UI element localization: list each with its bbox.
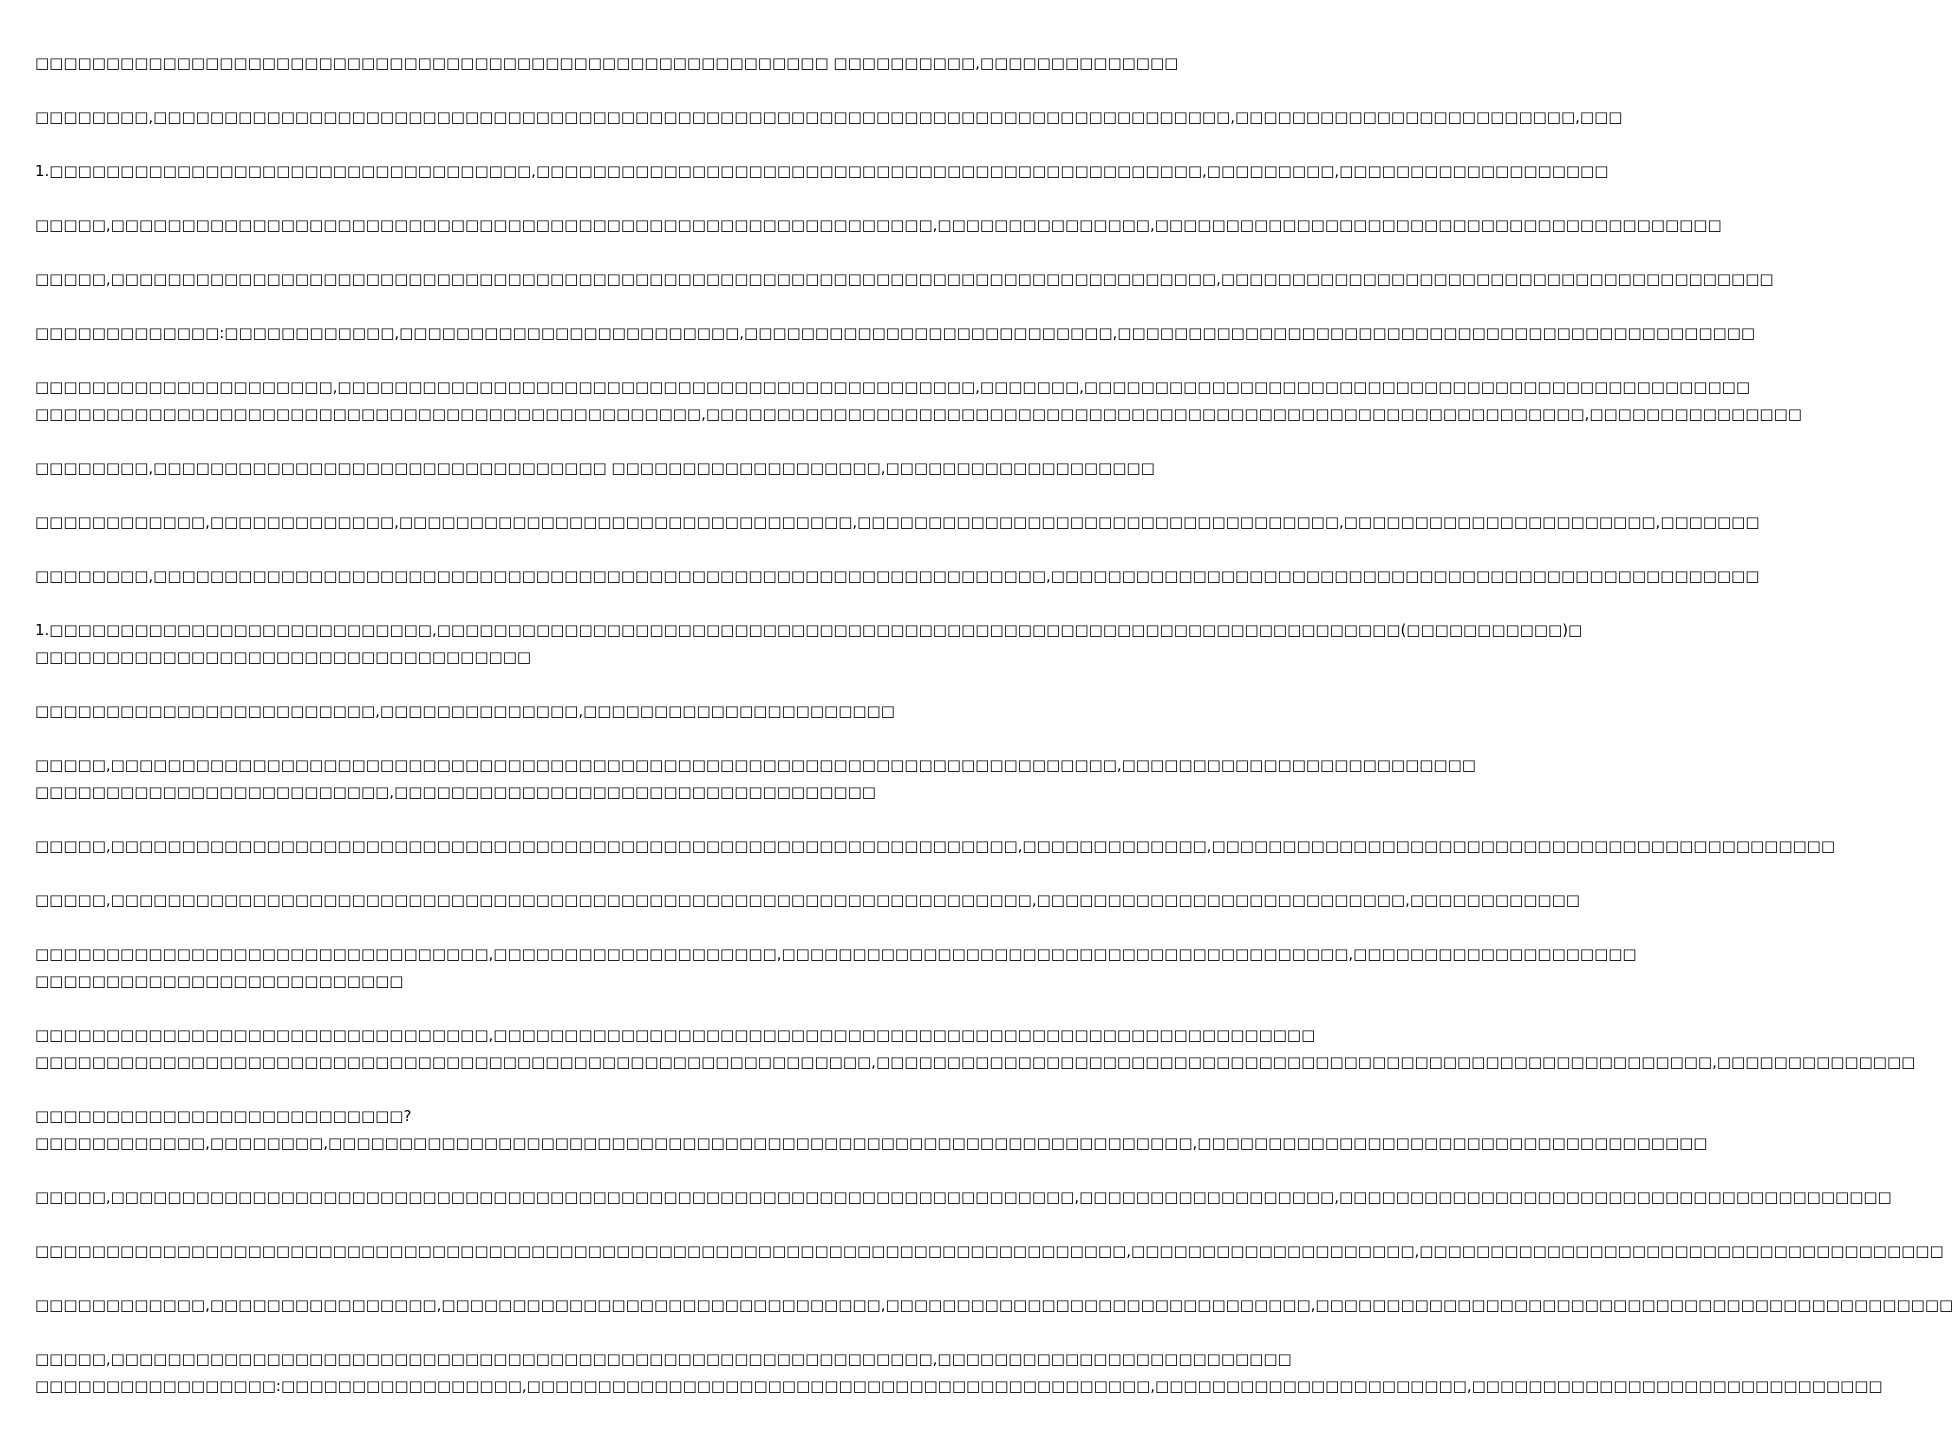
text-line: □□□□□,□□□□□□□□□□□□□□□□□□□□□□□□□□□□□□□□□□□□□□□□□□□□□□□□□□□□□□□□□□□□□□□□,□□□□□□□□□□□□□,□□□□□□□□□□□□□□□□□□□□□□□□□□□□□□□□□□□□□□□□□□□□ <box>35 837 1836 855</box>
paragraph <box>35 374 1802 428</box>
text-line: □□□□□□□□□□□□□:□□□□□□□□□□□□,□□□□□□□□□□□□□□□□□□□□□□□□,□□□□□□□□□□□□□□□□□□□□□□□□□□,□□□□□□□□□□□□□□□□□□□□□□□□□□□□□□□□□□□□□□□□□□□□□ <box>35 324 1756 342</box>
paragraph <box>35 509 1760 536</box>
paragraph <box>35 320 1756 347</box>
text-line: □□□□□□□□□□□□,□□□□□□□□□□□□□□□□,□□□□□□□□□□□□□□□□□□□□□□□□□□□□□□□,□□□□□□□□□□□□□□□□□□□□□□□□□□□□□□,□□□□□□□□□□□□□□□□□□□□□□□□□□□□□□□□□□□□□□□□□□□□□ <box>35 1296 1953 1314</box>
text-line: □□□□□,□□□□□□□□□□□□□□□□□□□□□□□□□□□□□□□□□□□□□□□□□□□□□□□□□□□□□□□□□□□□□□□□□□□□□□□□□□□□□□,□□□□□□□□□□□□□□□□□□□□□□□□□□□□□□□□□□□□□□□ <box>35 270 1774 288</box>
paragraph <box>35 455 1155 482</box>
text-line: □□□□□□□□□□□□□□□□□□□□□□□□□□□□□□□□,□□□□□□□□□□□□□□□□□□□□,□□□□□□□□□□□□□□□□□□□□□□□□□□□□□□□□□□□□□□□□,□□□□□□□□□□□□□□□□□□□□ <box>35 945 1637 963</box>
paragraph <box>35 1184 1892 1211</box>
paragraph <box>35 1346 1883 1400</box>
paragraph <box>35 266 1774 293</box>
paragraph <box>35 563 1760 590</box>
text-line: □□□□□□□□□□□□□□□□□□□□□□□□□□□□□□□□,□□□□□□□□□□□□□□□□□□□□□□□□□□□□□□□□□□□□□□□□□□□□□□□□□□□□□□□□□□ <box>35 1026 1316 1044</box>
text-line: □□□□□□□□□□□□□□□□□□□□□□□□□□□□□□□□□□□□□□□□□□□□□□□□□□□□□□□□□□□,□□□□□□□□□□□□□□□□□□□□□□□□□□□□□□□□□□□□□□□□□□□□□□□□□□□□□□□□□□□,□□□□□□□□□□□□□□ <box>35 1053 1916 1071</box>
text-line: □□□□□□□□□□□□□□□□□□□□□,□□□□□□□□□□□□□□□□□□□□□□□□□□□□□□□□□□□□□□□□□□□□□,□□□□□□□,□□□□□□□□□□□□□□□□□□□□□□□□□□□□□□□□□□□□□□□□□□□□□□□ <box>35 378 1750 396</box>
text-line: □□□□□,□□□□□□□□□□□□□□□□□□□□□□□□□□□□□□□□□□□□□□□□□□□□□□□□□□□□□□□□□□□□□□□□□□□□,□□□□□□□□□□□□□□□□□□,□□□□□□□□□□□□□□□□□□□□□□□□□□□□□□□□□□□□□□□ <box>35 1188 1892 1206</box>
text-line: □□□□□□□□□□□□□□□□□□□□□□□□□□ <box>35 972 404 990</box>
text-line: □□□□□□□□□□□□,□□□□□□□□□□□□□,□□□□□□□□□□□□□□□□□□□□□□□□□□□□□□□□,□□□□□□□□□□□□□□□□□□□□□□□□□□□□□□□□□□,□□□□□□□□□□□□□□□□□□□□□□,□□□□□□□ <box>35 513 1760 531</box>
paragraph <box>35 1238 1944 1265</box>
paragraph <box>35 941 1637 995</box>
text-line: □□□□□□□□□□□□□□□□□:□□□□□□□□□□□□□□□□□,□□□□□□□□□□□□□□□□□□□□□□□□□□□□□□□□□□□□□□□□□□□□,□□□□□□□□□□□□□□□□□□□□□□,□□□□□□□□□□□□□□□□□□□□□□□□□□□□□ <box>35 1377 1883 1395</box>
text-line: □□□□□□□□,□□□□□□□□□□□□□□□□□□□□□□□□□□□□□□□□□□□□□□□□□□□□□□□□□□□□□□□□□□□□□□□□□□□□□□□□□□□□,□□□□□□□□□□□□□□□□□□□□□□□□,□□□ <box>35 108 1623 126</box>
paragraph <box>35 212 1722 239</box>
text-line: □□□□□□□□□□□□□□□□□□□□□□□□□,□□□□□□□□□□□□□□□□□□□□□□□□□□□□□□□□□□ <box>35 783 876 801</box>
text-line: □□□□□□□□□□□□,□□□□□□□□,□□□□□□□□□□□□□□□□□□□□□□□□□□□□□□□□□□□□□□□□□□□□□□□□□□□□□□□□□□□□□,□□□□□□□□□□□□□□□□□□□□□□□□□□□□□□□□□□□□ <box>35 1134 1708 1152</box>
paragraph <box>35 698 990 725</box>
text-line: □□□□□□□□,□□□□□□□□□□□□□□□□□□□□□□□□□□□□□□□□ □□□□□□□□□□□□□□□□□□□,□□□□□□□□□□□□□□□□□□□ <box>35 459 1155 477</box>
text-line: □□□□□,□□□□□□□□□□□□□□□□□□□□□□□□□□□□□□□□□□□□□□□□□□□□□□□□□□□□□□□□□□,□□□□□□□□□□□□□□□,□□□□□□□□□□□□□□□□□□□□□□□□□□□□□□□□□□□□□□□□ <box>35 216 1722 234</box>
text-line: □□□□□□□□□□□□□□□□□□□□□□□□□□□□□□□□□□□□□□□□□□□□□□□,□□□□□□□□□□□□□□□□□□□□□□□□□□□□□□□□□□□□□□□□□□□□□□□□□□□□□□□□□□□□□□,□□□□□□□□□□□□□□□ <box>35 405 1802 423</box>
text-line: 1.□□□□□□□□□□□□□□□□□□□□□□□□□□□□□□□□□□,□□□□□□□□□□□□□□□□□□□□□□□□□□□□□□□□□□□□□□□□□□□□□□□,□□□□□□□□□,□□□□□□□□□□□□□□□□□□□ <box>35 162 1609 180</box>
text-line: □□□□□,□□□□□□□□□□□□□□□□□□□□□□□□□□□□□□□□□□□□□□□□□□□□□□□□□□□□□□□□□□□□□□□□□□□□□□□,□□□□□□□□□□□□□□□□□□□□□□□□□ <box>35 756 1476 774</box>
text-line: □□□□□□□□□□□□□□□□□□□□□□□□□□□□□□□□□□□□□□□□□□□□□□□□□□□□□□□□ □□□□□□□□□□,□□□□□□□□□□□□□□ <box>35 54 1179 72</box>
paragraph <box>35 104 1623 131</box>
text-line: □□□□□,□□□□□□□□□□□□□□□□□□□□□□□□□□□□□□□□□□□□□□□□□□□□□□□□□□□□□□□□□□,□□□□□□□□□□□□□□□□□□□□□□□□□ <box>35 1350 1292 1368</box>
paragraph <box>35 1103 1708 1157</box>
text-line: □□□□□□□□□□□□□□□□□□□□□□□□□□□□□□□□□□□ <box>35 648 532 666</box>
paragraph <box>35 887 1580 914</box>
text-line: 1.□□□□□□□□□□□□□□□□□□□□□□□□□□□,□□□□□□□□□□□□□□□□□□□□□□□□□□□□□□□□□□□□□□□□□□□□□□□□□□□□□□□□□□□□□□□□□□□□(□□□□□□□□□□□)□ <box>35 621 1583 639</box>
paragraph <box>35 1292 1953 1319</box>
text-line: □□□□□□□□□□□□□□□□□□□□□□□□□□? <box>35 1107 412 1125</box>
document-body <box>35 50 1953 1427</box>
paragraph <box>35 617 1583 671</box>
paragraph <box>35 50 1179 77</box>
text-line: □□□□□□□□□□□□□□□□□□□□□□□□□□□□□□□□□□□□□□□□□□□□□□□□□□□□□□□□□□□□□□□□□□□□□□□□□□□□□,□□□□□□□□□□□□□□□□□□□□,□□□□□□□□□□□□□□□□□□□□□□□□□□□□□□□□□□□□□ <box>35 1242 1944 1260</box>
paragraph <box>35 1022 1916 1076</box>
text-line: □□□□□□□□□□□□□□□□□□□□□□□□,□□□□□□□□□□□□□□,□□□□□□□□□□□□□□□□□□□□□□ <box>35 702 895 720</box>
text-line: □□□□□□□□,□□□□□□□□□□□□□□□□□□□□□□□□□□□□□□□□□□□□□□□□□□□□□□□□□□□□□□□□□□□□□□□,□□□□□□□□□□□□□□□□□□□□□□□□□□□□□□□□□□□□□□□□□□□□□□□□□□ <box>35 567 1760 585</box>
paragraph <box>35 833 1836 860</box>
paragraph <box>35 752 1476 806</box>
paragraph <box>35 158 1609 185</box>
text-line: □□□□□,□□□□□□□□□□□□□□□□□□□□□□□□□□□□□□□□□□□□□□□□□□□□□□□□□□□□□□□□□□□□□□□□□,□□□□□□□□□□□□□□□□□□□□□□□□□□,□□□□□□□□□□□□ <box>35 891 1580 909</box>
